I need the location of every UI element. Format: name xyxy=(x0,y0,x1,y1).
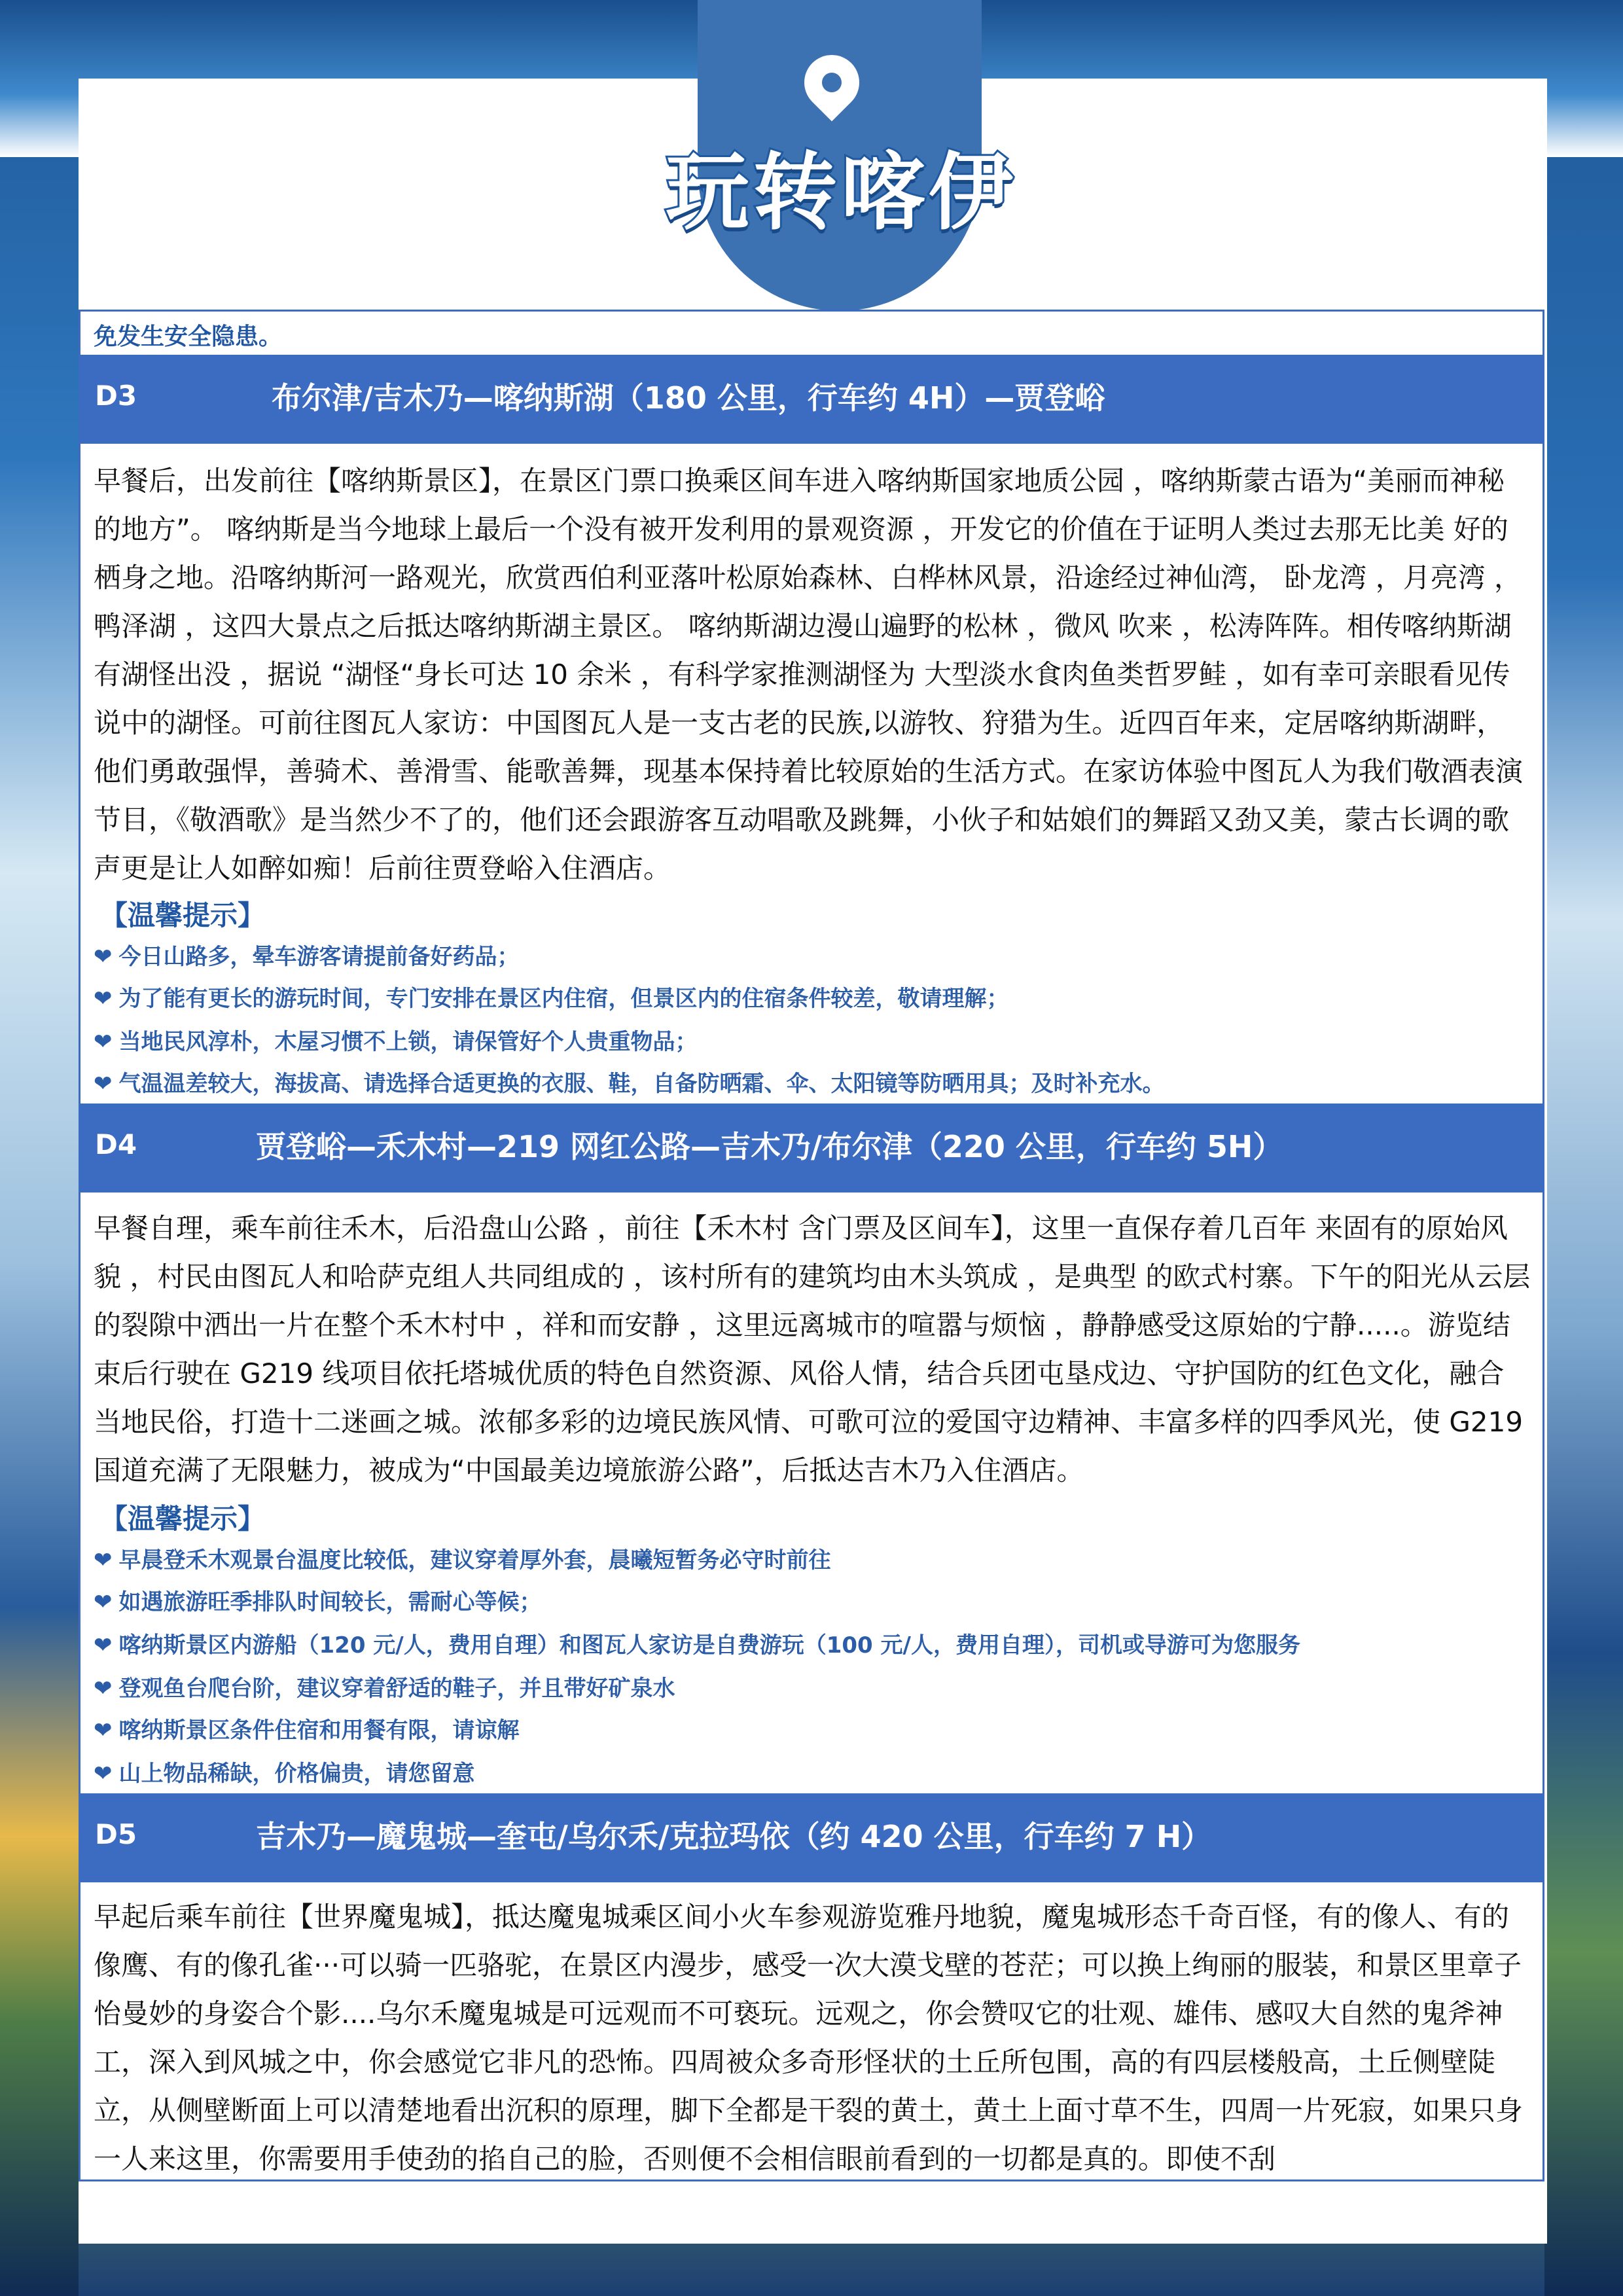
day-label: D3 xyxy=(95,380,137,412)
tips-title: 【温馨提示】 xyxy=(100,899,266,931)
heart-icon: ❤ xyxy=(94,986,113,1012)
heart-icon: ❤ xyxy=(94,1589,113,1615)
heart-icon: ❤ xyxy=(94,1676,113,1702)
day-label: D5 xyxy=(95,1818,137,1850)
heart-icon: ❤ xyxy=(94,1029,113,1055)
heart-icon: ❤ xyxy=(94,1717,113,1744)
day-header-d4 xyxy=(80,1103,1543,1193)
page-title: 玩转喀伊 xyxy=(665,144,1016,242)
heart-icon: ❤ xyxy=(94,1071,113,1097)
tip-item: ❤ 如遇旅游旺季排队时间较长，需耐心等候； xyxy=(94,1589,542,1615)
route-title: 贾登峪—禾木村—219 网红公路—吉木乃/布尔津（220 公里，行车约 5H） xyxy=(256,1129,1283,1164)
day-body: 早餐自理，乘车前往禾木，后沿盘山公路 ，前往【禾木村 含门票及区间车】，这里一直保存着几百年 来固有的原始风貌 ，村民由图瓦人和哈萨克组人共同组成的 ，该村所有的建筑均由木头筑成 ，是典型 的欧式村寨。下午的阳光从云层的裂隙中洒出一片在整个禾木村中 ，祥和而安静 ，这里远离城市的喧嚣与烦恼 ，静静感受这原始的宁静.....。游览结束后行驶在 G219 线项目依托塔城优质的特色自然资源、风俗人情，结合兵团屯垦戍边、守护国防的红色文化，融合当地民俗，打造十二迷画之城。浓郁多彩的边境民族风情、可歌可泣的爱国守边精神、丰富多样的四季风光，使 G219 国道充满了无限魅力，被成为“中国最美边境旅游公路”，后抵达吉木乃入住酒店。 xyxy=(94,1212,1531,1486)
heart-icon: ❤ xyxy=(94,1761,113,1787)
tip-item: ❤ 为了能有更长的游玩时间，专门安排在景区内住宿，但景区内的住宿条件较差，敬请理解； xyxy=(94,986,1009,1012)
tip-item: ❤ 喀纳斯景区内游船（120 元/人，费用自理）和图瓦人家访是自费游玩（100 元/人，费用自理），司机或导游可为您服务 xyxy=(94,1632,1300,1659)
day-header-d3 xyxy=(80,355,1543,444)
day-header-d5 xyxy=(80,1793,1543,1882)
tip-item: ❤ 登观鱼台爬台阶，建议穿着舒适的鞋子，并且带好矿泉水 xyxy=(94,1676,675,1702)
tip-item: ❤ 当地民风淳朴，木屋习惯不上锁，请保管好个人贵重物品； xyxy=(94,1029,698,1055)
background-right xyxy=(1544,0,1623,2296)
route-title: 吉木乃—魔鬼城—奎屯/乌尔禾/克拉玛依（约 420 公里，行车约 7 H） xyxy=(256,1819,1212,1854)
tip-item: ❤ 气温温差较大，海拔高、请选择合适更换的衣服、鞋，自备防晒霜、伞、太阳镜等防晒用具；及时补充水。 xyxy=(94,1071,1165,1097)
tip-item: ❤ 今日山路多，晕车游客请提前备好药品； xyxy=(94,944,520,970)
day-body: 早餐后，出发前往【喀纳斯景区】，在景区门票口换乘区间车进入喀纳斯国家地质公园 ，喀纳斯蒙古语为“美丽而神秘的地方”。 喀纳斯是当今地球上最后一个没有被开发利用的景观资源 ，开发它的价值在于证明人类过去那无比美 好的栖身之地。沿喀纳斯河一路观光，欣赏西伯利亚落叶松原始森林、白桦林风景，沿途经过神仙湾， 卧龙湾 ，月亮湾 ，鸭泽湖 ，这四大景点之后抵达喀纳斯湖主景区。 喀纳斯湖边漫山遍野的松林 ，微风 吹来 ，松涛阵阵。相传喀纳斯湖有湖怪出没 ，据说 “湖怪“身长可达 10 余米 ，有科学家推测湖怪为 大型淡水食肉鱼类哲罗鲑 ，如有幸可亲眼看见传说中的湖怪。可前往图瓦人家访：中国图瓦人是一支古老的民族,以游牧、狩猎为生。近四百年来，定居喀纳斯湖畔，他们勇敢强悍，善骑术、善滑雪、能歌善舞，现基本保持着比较原始的生活方式。在家访体验中图瓦人为我们敬酒表演节目，《敬酒歌》是当然少不了的，他们还会跟游客互动唱歌及跳舞，小伙子和姑娘们的舞蹈又劲又美，蒙古长调的歌声更是让人如醉如痴！后前往贾登峪入住酒店。 xyxy=(94,465,1524,884)
tips-title: 【温馨提示】 xyxy=(100,1503,266,1535)
background-left xyxy=(0,0,79,2296)
day-label: D4 xyxy=(95,1128,137,1160)
tip-item: ❤ 喀纳斯景区条件住宿和用餐有限，请谅解 xyxy=(94,1717,520,1744)
intro-line: 免发生安全隐患。 xyxy=(94,323,283,350)
heart-icon: ❤ xyxy=(94,1547,113,1573)
route-title: 布尔津/吉木乃—喀纳斯湖（180 公里，行车约 4H）—贾登峪 xyxy=(272,380,1105,416)
day-body: 早起后乘车前往【世界魔鬼城】，抵达魔鬼城乘区间小火车参观游览雅丹地貌，魔鬼城形态千奇百怪，有的像人、有的像鹰、有的像孔雀···可以骑一匹骆驼，在景区内漫步，感受一次大漠戈壁的苍茫；可以换上绚丽的服装，和景区里章子怡曼妙的身姿合个影....乌尔禾魔鬼城是可远观而不可亵玩。远观之，你会赞叹它的壮观、雄伟、感叹大自然的鬼斧神工，深入到风城之中，你会感觉它非凡的恐怖。四周被众多奇形怪状的土丘所包围，高的有四层楼般高，土丘侧壁陡立，从侧壁断面上可以清楚地看出沉积的原理，脚下全都是干裂的黄土，黄土上面寸草不生，四周一片死寂，如果只身一人来这里，你需要用手使劲的掐自己的脸，否则便不会相信眼前看到的一切都是真的。即使不刮 xyxy=(94,1901,1524,2175)
tip-item: ❤ 山上物品稀缺，价格偏贵，请您留意 xyxy=(94,1761,475,1787)
heart-icon: ❤ xyxy=(94,944,113,970)
heart-icon: ❤ xyxy=(94,1632,113,1659)
tip-item: ❤ 早晨登禾木观景台温度比较低，建议穿着厚外套，晨曦短暂务必守时前往 xyxy=(94,1547,831,1573)
itinerary-box xyxy=(79,310,1544,2181)
